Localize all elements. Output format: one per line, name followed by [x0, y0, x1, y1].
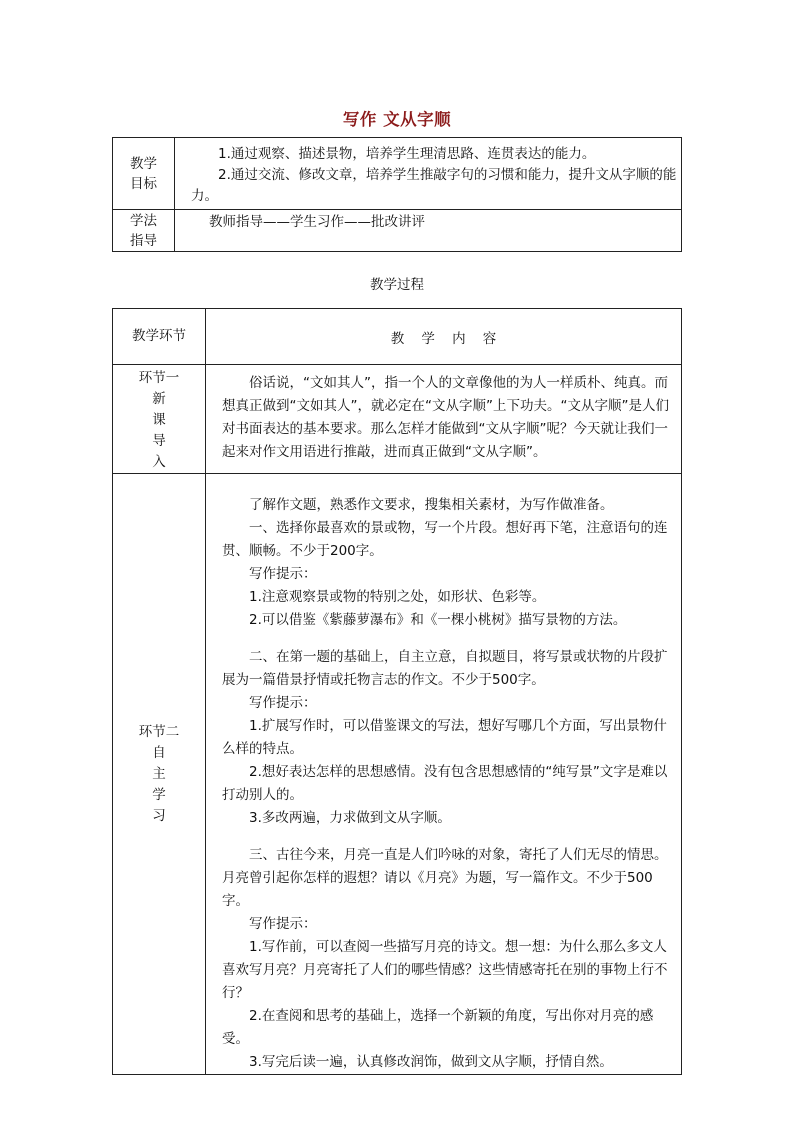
method-label — [113, 210, 175, 252]
method-label-line2: 指导 — [130, 232, 157, 249]
task3-hint-1: 1.写作前，可以查阅一些描写月亮的诗文。想一想：为什么那么多文人喜欢写月亮？月亮寄托了人们的哪些情感？这些情感寄托在别的事物上行不行？ — [222, 939, 668, 1001]
spacer — [222, 632, 676, 646]
header-content: 教 学 内 容 — [206, 309, 682, 365]
stage1-paragraph: 俗话说，“文如其人”，指一个人的文章像他的为人一样质朴、纯真。而想真正做到“文如其人”，就必定在“文从字顺”上下功夫。“文从字顺”是人们对书面表达的基本要求。那么怎样才能做到“文从字顺”呢？今天就让我们一起来对作文用语进行推敲，进而真正做到“文从字顺”。 — [222, 375, 669, 460]
stage1-label-line4: 导 — [152, 433, 166, 449]
stage1-label-line2: 新 — [152, 391, 166, 407]
goals-table — [112, 137, 682, 252]
stage1-row — [113, 365, 682, 474]
goal-item-1: 1.通过观察、描述景物，培养学生理清思路、连贯表达的能力。 — [218, 146, 596, 162]
stage2-intro: 了解作文题，熟悉作文要求，搜集相关素材，为写作做准备。 — [249, 497, 614, 513]
task1-hint-title: 写作提示： — [249, 566, 317, 582]
stage1-label-line3: 课 — [152, 412, 166, 428]
task3-text: 三、古往今来，月亮一直是人们吟咏的对象，寄托了人们无尽的情思。月亮曾引起你怎样的遐想？请以《月亮》为题，写一篇作文。不少于500字。 — [222, 847, 668, 909]
process-table — [112, 308, 682, 1075]
task3-hint-3: 3.写完后读一遍，认真修改润饰，做到文从字顺，抒情自然。 — [249, 1054, 613, 1070]
task2-hint-3: 3.多改两遍，力求做到文从字顺。 — [249, 810, 451, 826]
task2-hint-title: 写作提示： — [249, 695, 317, 711]
stage2-row — [113, 474, 682, 1075]
page-title: 写作 文从字顺 — [342, 110, 452, 129]
method-content: 教师指导——学生习作——批改讲评 — [175, 210, 682, 252]
goals-row — [113, 138, 682, 210]
stage2-content — [206, 474, 682, 1075]
task1-hint-1: 1.注意观察景或物的特别之处，如形状、色彩等。 — [249, 589, 546, 605]
task2-text: 二、在第一题的基础上，自主立意，自拟题目，将写景或状物的片段扩展为一篇借景抒情或托物言志的作文。不少于500字。 — [222, 649, 668, 688]
stage2-label-line5: 习 — [152, 807, 166, 824]
stage2-label — [113, 474, 206, 1075]
stage1-content — [206, 365, 682, 474]
spacer — [222, 830, 676, 844]
task3-hint-title: 写作提示： — [249, 916, 317, 932]
goal-item-2: 2.通过交流、修改文章，培养学生推敲字句的习惯和能力，提升文从字顺的能力。 — [191, 167, 677, 204]
task1-hint-2: 2.可以借鉴《紫藤萝瀑布》和《一棵小桃树》描写景物的方法。 — [249, 612, 627, 628]
header-stage: 教学环节 — [113, 309, 206, 365]
method-label-line1: 学法 — [130, 212, 157, 229]
goals-content — [175, 138, 682, 210]
task2-hint-1: 1.扩展写作时，可以借鉴课文的写法，想好写哪几个方面，写出景物什么样的特点。 — [222, 718, 667, 757]
stage1-label-line1: 环节一 — [138, 370, 180, 386]
process-title: 教学过程 — [370, 277, 424, 293]
goals-label-line2: 目标 — [130, 175, 157, 192]
goals-label — [113, 138, 175, 210]
task3-hint-2: 2.在查阅和思考的基础上，选择一个新颖的角度，写出你对月亮的感受。 — [222, 1008, 654, 1047]
stage2-label-line4: 学 — [152, 786, 166, 803]
stage2-label-line2: 自 — [152, 744, 166, 761]
stage2-label-line3: 主 — [152, 765, 166, 782]
process-header-row — [113, 309, 682, 365]
task2-hint-2: 2.想好表达怎样的思想感情。没有包含思想感情的“纯写景”文字是难以打动别人的。 — [222, 764, 668, 803]
stage1-label — [113, 365, 206, 474]
method-row — [113, 210, 682, 252]
goals-label-line1: 教学 — [130, 155, 157, 172]
stage2-label-line1: 环节二 — [138, 723, 180, 740]
stage1-label-line5: 入 — [152, 454, 166, 470]
task1-text: 一、选择你最喜欢的景或物，写一个片段。想好再下笔，注意语句的连贯、顺畅。不少于200字。 — [222, 520, 668, 559]
